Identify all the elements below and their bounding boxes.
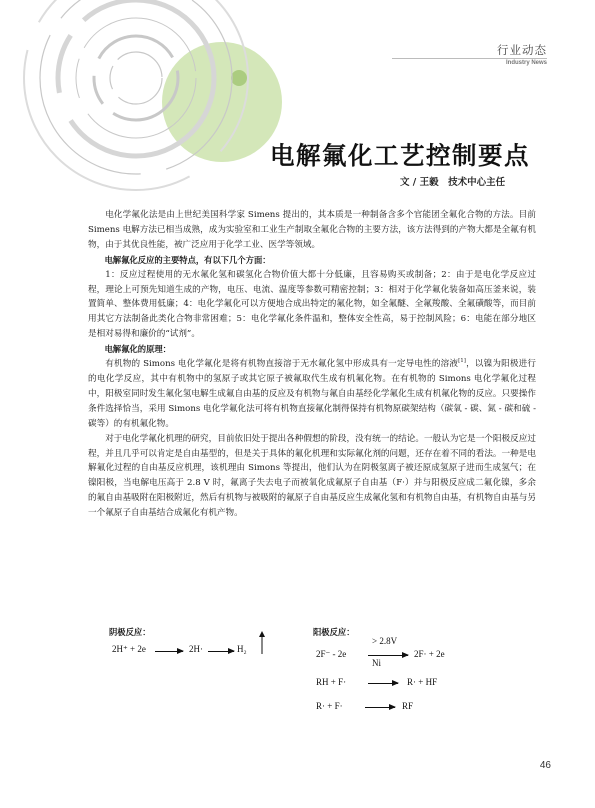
anode1-rhs: 2F· + 2e <box>414 649 445 659</box>
anode1-arrow <box>368 655 408 656</box>
anode2-lhs: RH + F· <box>316 677 347 687</box>
anode3-lhs: R· + F· <box>316 701 343 711</box>
anode2-rhs: R· + HF <box>407 677 438 687</box>
header-divider <box>392 58 547 59</box>
cathode-arrow-2 <box>208 651 234 652</box>
paragraph-principle <box>88 357 536 432</box>
paragraph-intro: 电化学氟化法是由上世纪美国科学家 Simens 提出的，其本质是一种制备含多个官能团全氟化合物的方法。目前 Simens 电解方法已相当成熟，成为实验室和工业生产制取全氟化合物的主要方法，该方法得到的产物大都是全氟有机物，由于其优良性能，被广泛应用于化学工业、医学等领域。 <box>88 210 536 250</box>
section-header <box>497 42 547 66</box>
anode1-lhs: 2F⁻ - 2e <box>316 649 347 659</box>
gas-evolution-arrow <box>258 631 266 655</box>
page-number: 46 <box>539 760 551 771</box>
article-title: 电解氟化工艺控制要点 <box>270 141 530 170</box>
anode1-condition-voltage: > 2.8V <box>372 636 398 646</box>
anode3-arrow <box>365 707 395 708</box>
article-byline: 文 / 王毅 技术中心主任 <box>400 177 506 188</box>
cathode-arrow-1 <box>155 651 183 652</box>
subheading-features: 电解氟化反应的主要特点，有以下几个方面： <box>104 254 271 265</box>
cathode-label: 阴极反应： <box>109 627 151 637</box>
anode2-arrow <box>368 683 398 684</box>
cathode-rhs: H₂ <box>237 644 247 654</box>
green-circle-small <box>231 70 247 86</box>
section-title-cn: 行业动态 <box>497 43 547 57</box>
anode3-rhs: RF <box>402 701 414 711</box>
citation-ref: [1] <box>458 358 466 365</box>
article-body <box>88 208 536 521</box>
paragraph-mechanism: 对于电化学氟化机理的研究，目前依旧处于提出各种假想的阶段，没有统一的结论。一般认为它是一个阳极反应过程，并且几乎可以肯定是自由基型的，但是关于具体的氟化机理和实际氟化剂的问题，还存在着不同的看法。一种是电解氟化过程的自由基反应机理，该机理由 Simons 等提出，他们认为在阴极氢离子被还原成氢原子进而生成氢气；在镍阳极，当电解电压高于 2.8 V 时，氟离子失去电子而被氧化成氟原子自由基（F·）并与阳极反应成二氟化镍，多余的氟自由基吸附在阳极附近，然后有机物与被吸附的氟原子自由基反应生成氟化氢和有机物自由基，有机物自由基与另一个氟原子自由基结合成氟化有机产物。 <box>88 433 536 519</box>
cathode-mid: 2H· <box>189 644 203 654</box>
subheading-principle: 电解氟化的原理： <box>104 344 171 355</box>
principle-text-a: 有机物的 Simons 电化学氟化是将有机物直接溶于无水氟化氢中形成具有一定导电性的溶液 <box>105 359 459 370</box>
paragraph-features: 1：反应过程使用的无水氟化氢和碳氢化合物价值大都十分低廉，且容易购买或制备；2：由于是电化学反应过程，理论上可预先知道生成的产物，电压、电流、温度等参数可精密控制；3：相对于化学氟化装备如高压釜来说，装置简单、整体费用低廉；4：电化学氟化可以方便地合成出特定的氟化物，如全氟醚、全氟羧酸、全氟磺酸等，而目前用其它方法制备此类化合物非常困难；5：电化学氟化条件温和，整体安全性高，易于控制风险；6：电能在部分地区是相对易得和廉价的“试剂”。 <box>88 269 536 340</box>
anode-label: 阳极反应： <box>313 627 355 637</box>
anode1-condition-electrode: Ni <box>372 658 381 668</box>
principle-text-b: ，以镍为阳极进行的电化学反应，其中有机物中的氢原子或其它原子被氟取代生成有机氟化物。在有机物的 Simons 电化学氟化过程中，阳极室同时发生氟化氢电解生成氟自由基的反应及有机物与氟自由基经化学氟化生成有机氟化物的反应。只要操作条件选择恰当，采用 Simons 电化学氟化法可将有机物直接氟化制得保持有机物原碳架结构（碳氧 - 碳、氮 - 碳和硫 - 碳等）的有机氟化物。 <box>88 359 536 429</box>
cathode-lhs: 2H⁺ + 2e <box>112 644 146 654</box>
section-title-en: Industry News <box>505 60 547 66</box>
